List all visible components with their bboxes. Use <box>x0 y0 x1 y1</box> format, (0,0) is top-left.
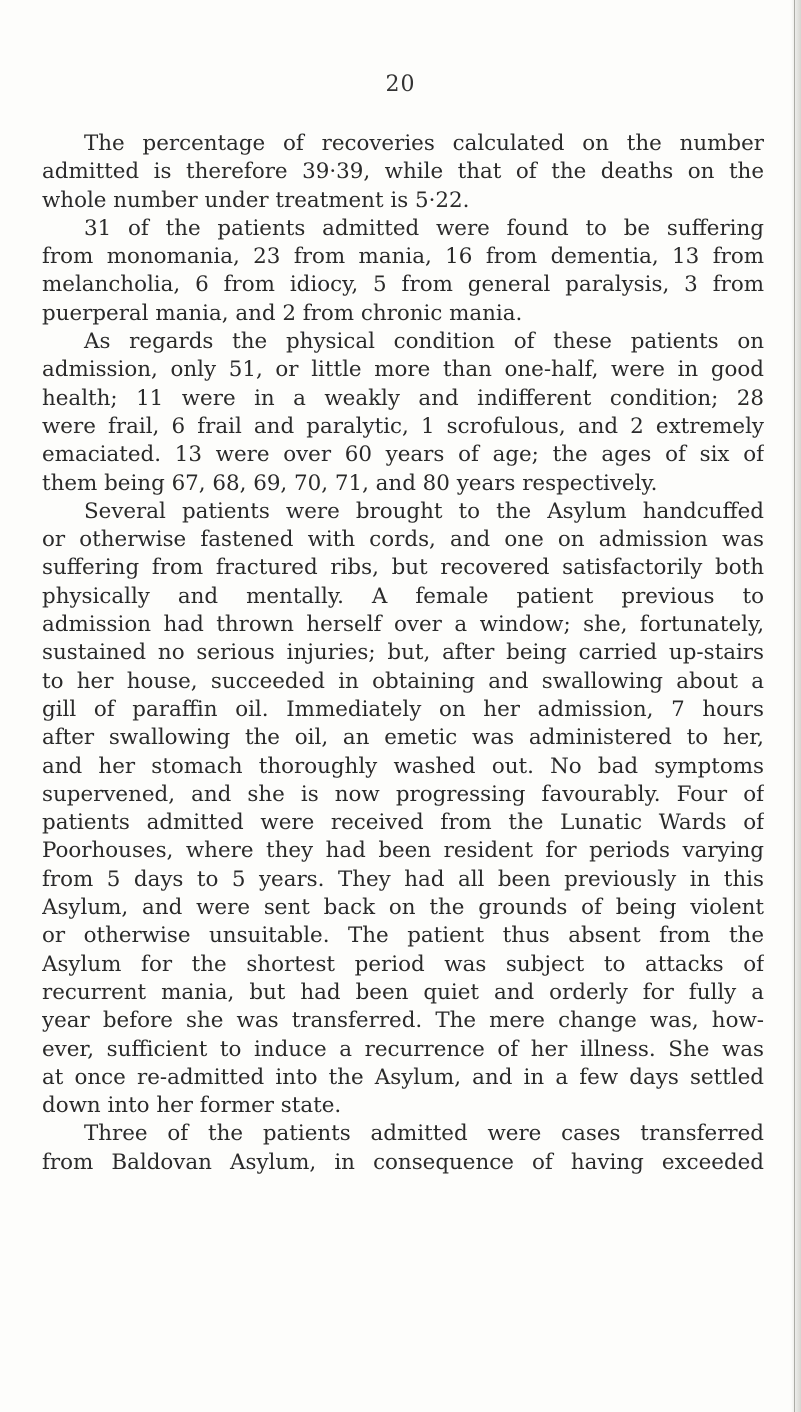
text-line: emaciated. 13 were over 60 years of age; the ages of six of <box>42 442 764 468</box>
text-line: them being 67, 68, 69, 70, 71, and 80 years respectively. <box>42 470 658 496</box>
page-number: 20 <box>385 72 416 97</box>
text-line: recurrent mania, but had been quiet and orderly for fully a <box>42 979 764 1005</box>
text-line: were frail, 6 frail and paralytic, 1 scrofulous, and 2 extremely <box>42 413 764 439</box>
text-line: 31 of the patients admitted were found to be suffering <box>84 215 764 241</box>
text-line: melancholia, 6 from idiocy, 5 from general paralysis, 3 from <box>42 272 764 298</box>
text-line: As regards the physical condition of these patients on <box>84 329 764 355</box>
text-line: from 5 days to 5 years. They had all been previously in this <box>42 866 764 892</box>
text-line: health; 11 were in a weakly and indifferent condition; 28 <box>42 385 764 411</box>
text-line: Asylum for the shortest period was subject to attacks of <box>42 951 764 977</box>
page-edge-shadow <box>791 0 801 1412</box>
text-line: after swallowing the oil, an emetic was administered to her, <box>42 725 764 751</box>
text-line: admitted is therefore 39·39, while that of the deaths on the <box>42 159 764 185</box>
text-line: whole number under treatment is 5·22. <box>42 187 470 213</box>
text-line: or otherwise unsuitable. The patient thus absent from the <box>42 923 764 949</box>
text-line: from Baldovan Asylum, in consequence of having exceeded <box>42 1149 764 1175</box>
text-line: Asylum, and were sent back on the grounds of being violent <box>42 895 764 921</box>
text-line: and her stomach thoroughly washed out. No bad symptoms <box>42 753 764 779</box>
text-line: sustained no serious injuries; but, after being carried up-stairs <box>42 640 764 666</box>
text-line: year before she was transferred. The mere change was, how- <box>42 1008 764 1034</box>
text-line: Poorhouses, where they had been resident for periods varying <box>42 838 764 864</box>
text-line: physically and mentally. A female patient previous to <box>42 583 764 609</box>
text-line: The percentage of recoveries calculated on the number <box>84 131 764 156</box>
text-line: at once re-admitted into the Asylum, and in a few days settled <box>42 1064 764 1090</box>
text-line: ever, sufficient to induce a recurrence of her illness. She was <box>42 1036 764 1062</box>
text-line: puerperal mania, and 2 from chronic mania. <box>42 300 523 326</box>
text-line: admission, only 51, or little more than one-half, were in good <box>42 357 764 383</box>
text-line: gill of paraffin oil. Immediately on her admission, 7 hours <box>42 696 764 722</box>
text-line: supervened, and she is now progressing favourably. Four of <box>42 781 764 807</box>
text-line: Three of the patients admitted were cases transferred <box>84 1121 764 1147</box>
body-text <box>42 130 764 1177</box>
text-line: suffering from fractured ribs, but recovered satisfactorily both <box>42 555 764 581</box>
text-line: down into her former state. <box>42 1093 342 1119</box>
text-line: to her house, succeeded in obtaining and swallowing about a <box>42 668 764 694</box>
text-line: Several patients were brought to the Asylum handcuffed <box>84 498 764 524</box>
page-edge-line <box>794 0 795 1412</box>
text-line: from monomania, 23 from mania, 16 from dementia, 13 from <box>42 244 764 270</box>
text-line: patients admitted were received from the Lunatic Wards of <box>42 810 764 836</box>
text-line: admission had thrown herself over a window; she, fortunately, <box>42 612 764 638</box>
text-line: or otherwise fastened with cords, and one on admission was <box>42 527 764 553</box>
